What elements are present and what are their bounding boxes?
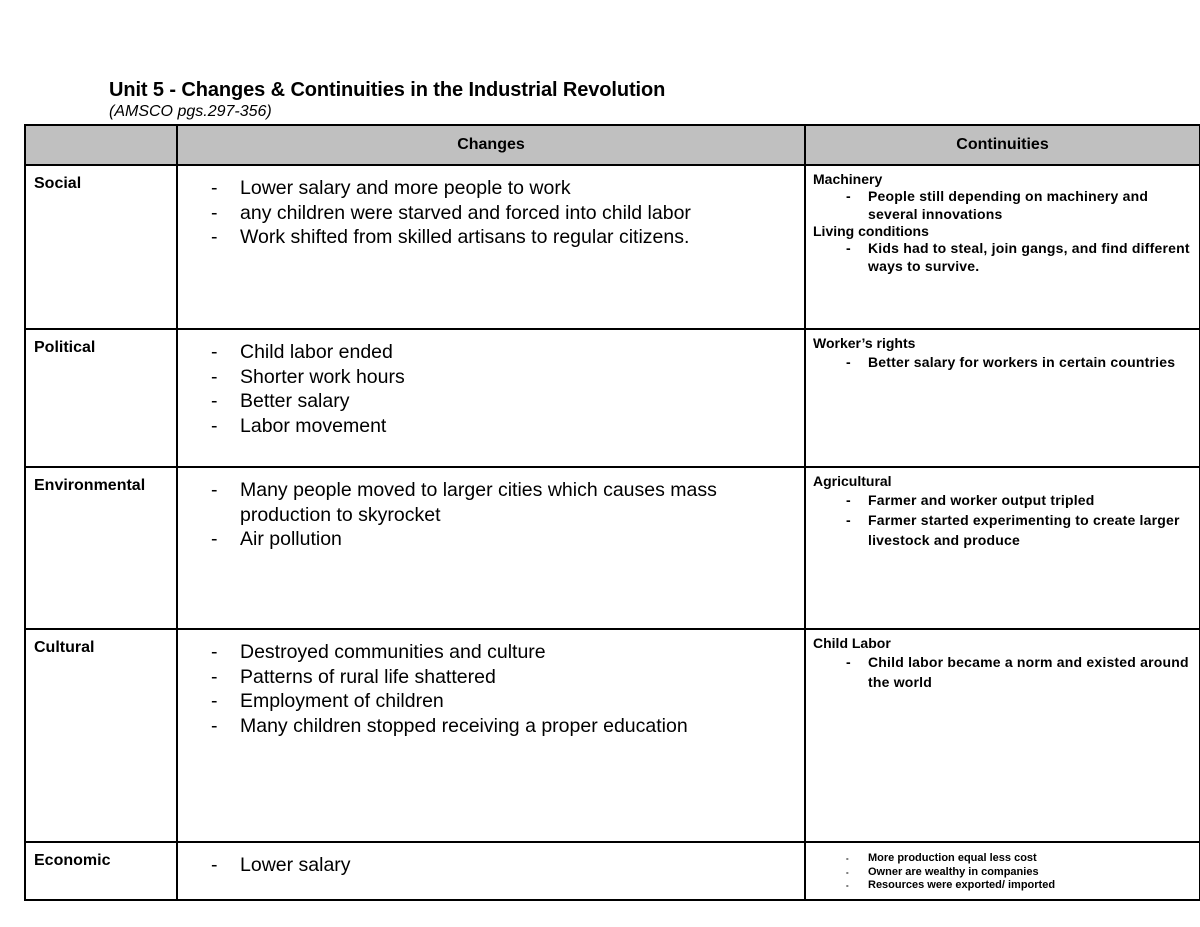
table-row-environmental	[25, 467, 1200, 629]
list-item: - Many children stopped receiving a proper education	[178, 714, 804, 739]
header-blank	[25, 125, 177, 165]
continuity-heading: Machinery	[813, 171, 883, 187]
row-label: Social	[25, 165, 177, 329]
changes-cell	[177, 165, 805, 329]
list-item: - Many people moved to larger cities which causes mass production to skyrocket	[178, 478, 804, 527]
continuities-cell	[805, 329, 1200, 467]
header-changes: Changes	[177, 125, 805, 165]
list-item: - Child labor ended	[178, 340, 804, 365]
page-subtitle: (AMSCO pgs.297-356)	[109, 103, 272, 120]
changes-continuities-table	[24, 124, 1200, 901]
continuities-cell	[805, 842, 1200, 900]
list-item: - More production equal less cost	[813, 852, 1199, 866]
changes-cell	[177, 467, 805, 629]
changes-cell	[177, 629, 805, 842]
continuity-heading: Living conditions	[813, 223, 929, 239]
row-label: Economic	[25, 842, 177, 900]
changes-cell	[177, 842, 805, 900]
continuities-cell	[805, 165, 1200, 329]
page-title: Unit 5 - Changes & Continuities in the Industrial Revolution	[109, 79, 666, 101]
table-row-political	[25, 329, 1200, 467]
list-item: - People still depending on machinery and several innovations	[813, 188, 1199, 223]
list-item: - Resources were exported/ imported	[813, 879, 1199, 893]
list-item: - Shorter work hours	[178, 365, 804, 390]
continuity-heading: Child Labor	[813, 635, 891, 651]
list-item: - Lower salary and more people to work	[178, 176, 804, 201]
list-item: - Destroyed communities and culture	[178, 640, 804, 665]
list-item: - Patterns of rural life shattered	[178, 665, 804, 690]
table-row-social	[25, 165, 1200, 329]
list-item: - Better salary	[178, 389, 804, 414]
list-item: - Farmer and worker output tripled	[813, 490, 1199, 510]
list-item: - Lower salary	[178, 853, 804, 878]
list-item: - Labor movement	[178, 414, 804, 439]
list-item: - Kids had to steal, join gangs, and find different ways to survive.	[813, 240, 1199, 275]
table-row-cultural	[25, 629, 1200, 842]
continuity-heading: Worker’s rights	[813, 335, 916, 351]
row-label: Environmental	[25, 467, 177, 629]
list-item: - Work shifted from skilled artisans to regular citizens.	[178, 225, 804, 250]
changes-cell	[177, 329, 805, 467]
table-header-row	[25, 125, 1200, 165]
header-continuities: Continuities	[805, 125, 1200, 165]
continuities-cell	[805, 629, 1200, 842]
row-label: Political	[25, 329, 177, 467]
list-item: - Farmer started experimenting to create larger livestock and produce	[813, 510, 1199, 550]
list-item: - Air pollution	[178, 527, 804, 552]
list-item: - Employment of children	[178, 689, 804, 714]
table-row-economic	[25, 842, 1200, 900]
continuity-heading: Agricultural	[813, 473, 892, 489]
continuities-cell	[805, 467, 1200, 629]
list-item: - any children were starved and forced into child labor	[178, 201, 804, 226]
list-item: - Better salary for workers in certain countries	[813, 352, 1199, 372]
list-item: - Owner are wealthy in companies	[813, 866, 1199, 880]
row-label: Cultural	[25, 629, 177, 842]
list-item: - Child labor became a norm and existed around the world	[813, 652, 1199, 692]
